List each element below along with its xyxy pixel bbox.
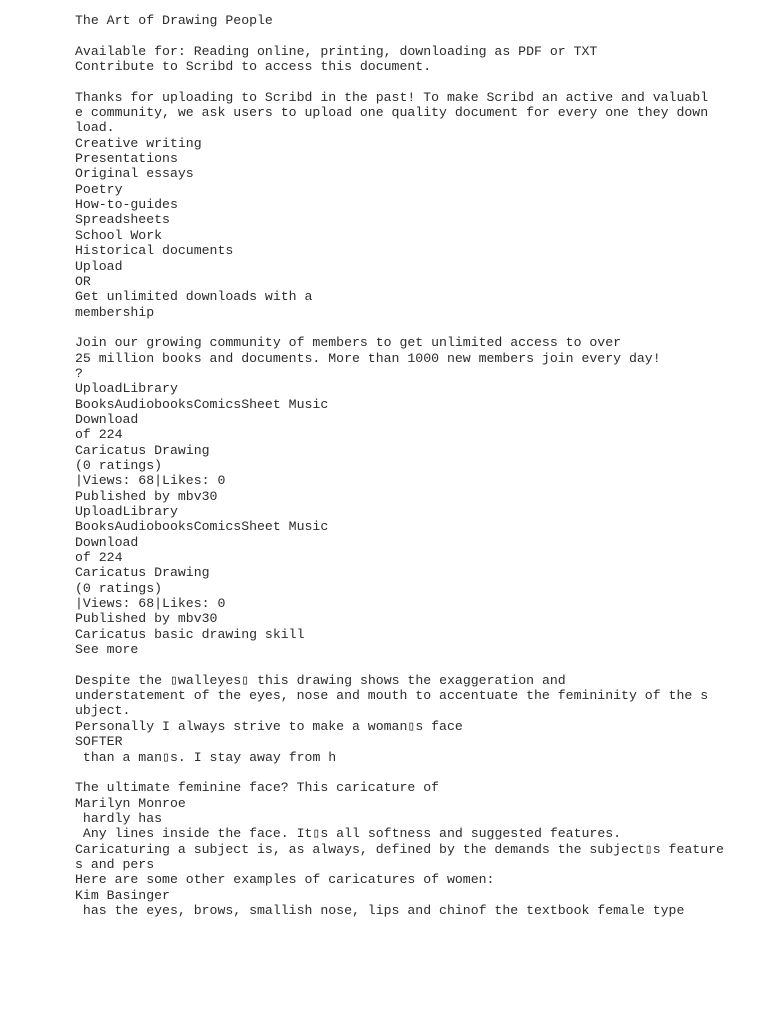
text-line: Get unlimited downloads with a — [75, 289, 313, 305]
text-line: ubject. — [75, 703, 131, 719]
text-line: Thanks for uploading to Scribd in the past! To make Scribd an active and valuabl — [75, 89, 709, 105]
text-line: s and pers — [75, 856, 155, 872]
text-line: of 224 — [75, 427, 123, 443]
text-line: Published by mbv30 — [75, 488, 218, 504]
text-line: Caricatus basic drawing skill — [75, 626, 305, 642]
text-line: Download — [75, 534, 139, 550]
text-line: Kim Basinger — [75, 887, 170, 903]
text-line: Spreadsheets — [75, 212, 170, 228]
text-line: |Views: 68|Likes: 0 — [75, 596, 226, 612]
text-line: School Work — [75, 227, 163, 243]
document-text — [75, 13, 735, 918]
text-line: Poetry — [75, 181, 123, 197]
text-line: understatement of the eyes, nose and mouth to accentuate the femininity of the s — [75, 688, 709, 704]
text-line: Caricaturing a subject is, as always, defined by the demands the subject▯s feature — [75, 841, 724, 857]
text-line: UploadLibrary — [75, 504, 178, 519]
text-line: Personally I always strive to make a woman▯s face — [75, 718, 463, 734]
text-line: The Art of Drawing People — [75, 13, 273, 28]
blank-line — [75, 320, 735, 335]
text-line: Upload — [75, 258, 123, 274]
text-line: BooksAudiobooksComicsSheet Music — [75, 396, 329, 412]
text-line: 25 million books and documents. More than 1000 new members join every day! — [75, 350, 661, 366]
text-line: membership — [75, 304, 155, 320]
text-line: BooksAudiobooksComicsSheet Music — [75, 519, 329, 535]
text-line: Marilyn Monroe — [75, 795, 186, 811]
text-line: Original essays — [75, 166, 194, 182]
text-line: Published by mbv30 — [75, 611, 218, 627]
text-line: ? — [75, 365, 83, 381]
text-line: Creative writing — [75, 135, 202, 151]
text-line: Join our growing community of members to get unlimited access to over — [75, 335, 622, 351]
text-line: Download — [75, 411, 139, 427]
blank-line — [75, 657, 735, 672]
text-line: Available for: Reading online, printing, downloading as PDF or TXT — [75, 43, 598, 59]
text-line: Contribute to Scribd to access this document. — [75, 59, 432, 75]
text-line: has the eyes, brows, smallish nose, lips and chinof the textbook female type — [75, 902, 685, 918]
text-line: Despite the ▯walleyes▯ this drawing shows the exaggeration and — [75, 672, 566, 688]
text-line: |Views: 68|Likes: 0 — [75, 473, 226, 489]
text-line: Here are some other examples of caricatures of women: — [75, 872, 495, 888]
blank-line — [75, 28, 735, 43]
blank-line — [75, 765, 735, 780]
text-line: The ultimate feminine face? This caricature of — [75, 780, 440, 796]
blank-line — [75, 74, 735, 89]
text-line: than a man▯s. I stay away from h — [75, 749, 337, 765]
text-line: e community, we ask users to upload one quality document for every one they down — [75, 105, 709, 121]
text-line: (0 ratings) — [75, 457, 163, 473]
text-line: Presentations — [75, 151, 178, 167]
text-line: Caricatus Drawing — [75, 565, 210, 581]
text-line: How-to-guides — [75, 197, 178, 213]
text-line: See more — [75, 642, 139, 658]
text-line: hardly has — [75, 810, 163, 826]
text-line: Caricatus Drawing — [75, 442, 210, 458]
text-line: (0 ratings) — [75, 580, 163, 596]
text-line: Any lines inside the face. It▯s all softness and suggested features. — [75, 826, 622, 842]
text-line: SOFTER — [75, 734, 123, 750]
text-line: load. — [75, 120, 115, 136]
text-line: UploadLibrary — [75, 381, 178, 397]
text-line: OR — [75, 273, 91, 289]
text-line: of 224 — [75, 550, 123, 566]
text-line: Historical documents — [75, 243, 234, 259]
